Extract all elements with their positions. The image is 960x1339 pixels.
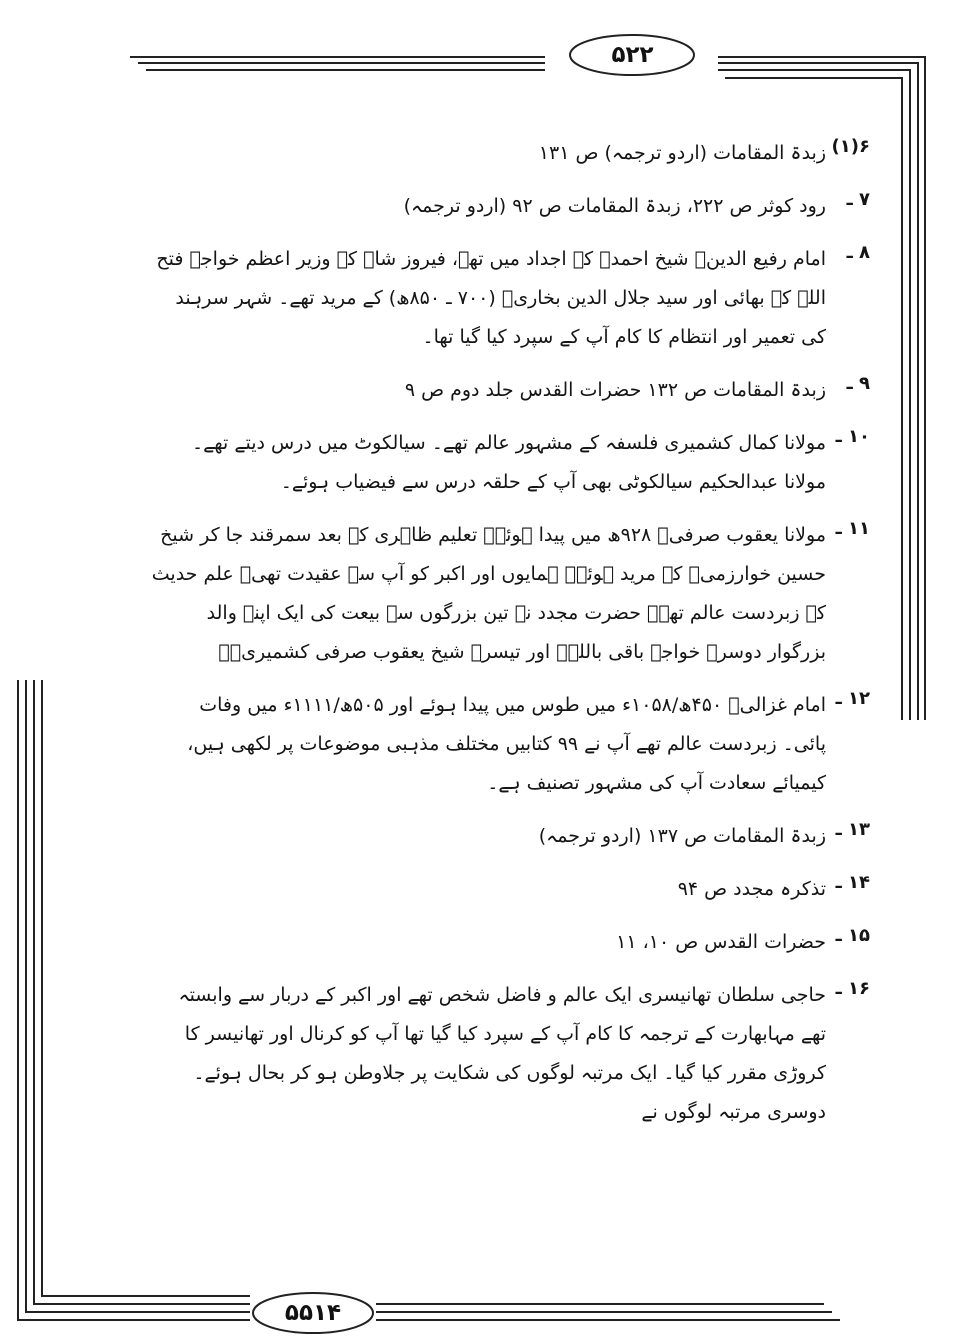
footnote-number: ۷ ـ <box>846 189 870 210</box>
footnote-number: ۱۰ ـ <box>835 426 870 447</box>
footnote-8 <box>150 240 870 357</box>
footnote-text: رود کوثر ص ۲۲۲، زبدۃ المقامات ص ۹۲ (اردو ترجمہ) <box>403 195 826 217</box>
footnote-text: زبدۃ المقامات ص ۱۳۷ (اردو ترجمہ) <box>538 825 826 847</box>
footnote-text: حضرات القدس ص ۱۰، ۱۱ <box>616 931 826 953</box>
footnote-7 <box>150 187 870 226</box>
footnote-9 <box>150 371 870 410</box>
footnote-13 <box>150 817 870 856</box>
bottom-page-number: ۵۵۱۴ <box>284 1300 342 1326</box>
footnote-text: امام غزالیؒ ۴۵۰ھ/۱۰۵۸ء میں طوس میں پیدا ہوئے اور ۵۰۵ھ/۱۱۱۱ء میں وفات پائی۔ زبردست عالم تھے آپ نے ۹۹ کتابیں مختلف مذہبی موضوعات پر لکھی ہیں، کیمیائے سعادت آپ کی مشہور تصنیف ہے۔ <box>187 694 826 794</box>
footnote-number: ۸ ـ <box>846 242 870 263</box>
footnote-text: مولانا یعقوب صرفیؒ ۹۲۸ھ میں پیدا ہوئے۔ تعلیم ظاہری کے بعد سمرقند جا کر شیخ حسین خوارزمیؒ کے مرید ہوئے۔ ہمایوں اور اکبر کو آپ سے عقیدت تھی۔ علم حدیث کے زبردست عالم تھے۔ حضرت مجدد نے تین بزرگوں سے بیعت کی ایک اپنے والد بزرگوار دوسرے خواجہ باقی باللہؒ اور تیسرے شیخ یعقوب صرفی کشمیریؒ۔ <box>151 524 826 663</box>
footnote-text: امام رفیع الدینؒ شیخ احمدؒ کے اجداد میں تھے، فیروز شاہ کے وزیر اعظم خواجہ فتح اللہ کے بھائی اور سید جلال الدین بخاریؒ (۷۰۰ ـ ۸۵۰ھ) کے مرید تھے۔ شہر سرہند کی تعمیر اور انتظام کا کام آپ کے سپرد کیا گیا تھا۔ <box>156 248 826 348</box>
footnote-15 <box>150 923 870 962</box>
footnote-11 <box>150 516 870 672</box>
footnotes-list <box>150 134 870 1146</box>
footnote-16 <box>150 976 870 1132</box>
footnote-14 <box>150 870 870 909</box>
footnote-number: ۱۳ ـ <box>835 819 870 840</box>
footnote-text: حاجی سلطان تھانیسری ایک عالم و فاضل شخص تھے اور اکبر کے دربار سے وابستہ تھے مہابھارت کے ترجمہ کا کام آپ کے سپرد کیا گیا تھا آپ کو کرنال اور تھانیسر کا کروڑی مقرر کیا گیا۔ ایک مرتبہ لوگوں کی شکایت پر جلاوطن ہو کر بحال ہوئے۔ دوسری مرتبہ لوگوں نے <box>178 984 826 1123</box>
footnote-text: تذکرہ مجدد ص ۹۴ <box>677 878 826 900</box>
footnote-number: ۱۱ ـ <box>835 518 870 539</box>
top-page-number: ۵۲۲ <box>611 42 654 68</box>
footnote-number: ۶(۱) <box>831 136 870 157</box>
footnote-6 <box>150 134 870 173</box>
footnote-text: مولانا کمال کشمیری فلسفہ کے مشہور عالم تھے۔ سیالکوٹ میں درس دیتے تھے۔ مولانا عبدالحکیم سیالکوٹی بھی آپ کے حلقہ درس سے فیضیاب ہوئے۔ <box>192 432 826 493</box>
footnote-number: ۱۵ ـ <box>835 925 870 946</box>
footnote-number: ۱۲ ـ <box>835 688 870 709</box>
footnote-text: زبدۃ المقامات ص ۱۳۲ حضرات القدس جلد دوم ص ۹ <box>404 379 826 401</box>
footnote-text: زبدۃ المقامات (اردو ترجمہ) ص ۱۳۱ <box>538 142 826 164</box>
footnote-12 <box>150 686 870 803</box>
footnote-number: ۱۶ ـ <box>835 978 870 999</box>
footnote-number: ۹ ـ <box>846 373 870 394</box>
footnote-number: ۱۴ ـ <box>835 872 870 893</box>
footnote-10 <box>150 424 870 502</box>
